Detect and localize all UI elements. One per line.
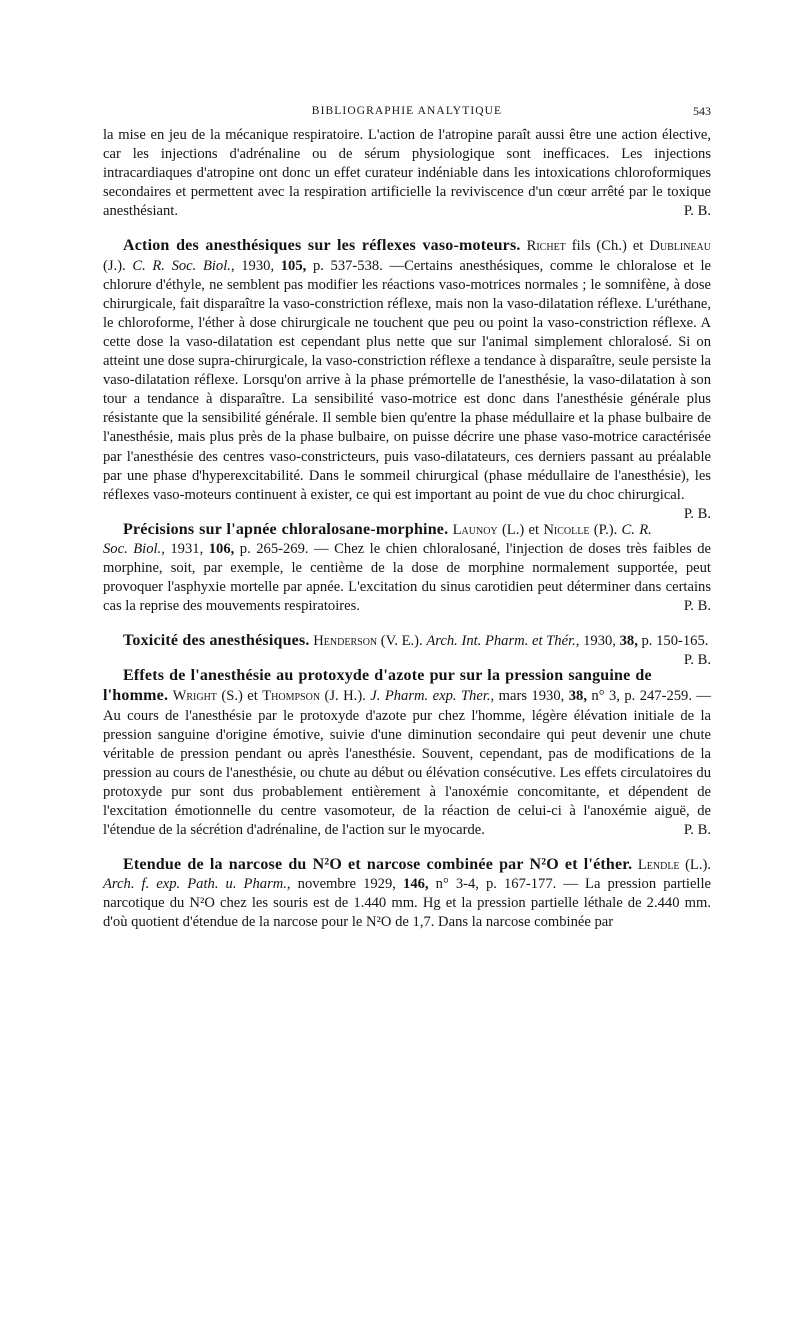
bibliography-entry: Précisions sur l'apnée chloralosane-morphine. Launoy (L.) et Nicolle (P.). C. R. Soc. Biol., 1931, 106, p. 265-269. — Chez le chien chloralosané, l'injection de doses très faibles de morphine, soit, par exemple, le centième de la dose de morphine normalement supportée, peut provoquer l'asphyxie mortelle par apnée. L'excitation du sinus carotidien peut déterminer dans certains cas la reprise des mouvements respiratoires. P. B. [103,520,711,616]
bibliography-entry: Action des anesthésiques sur les réflexes vaso-moteurs. Richet fils (Ch.) et Dublineau (J.). C. R. Soc. Biol., 1930, 105, p. 537-538. —Certains anesthésiques, comme le chloralose et le chlorure d'éthyle, ne semblent pas modifier les réactions vaso-motrices normales ; le somnifène, à dose chirurgicale, fait disparaître la vaso-constriction réflexe, mais non la vaso-dilatation réflexe. L'uréthane, le chloroforme, l'éther à dose chirurgicale ne touchent que peu ou point la vaso-constriction réflexe. A cette dose la vaso-dilatation est cependant plus nette que sur l'animal simplement chloralosé. Si on atteint une dose supra-chirurgicale, la vaso-constriction réflexe a tendance à disparaître, seule persiste la vaso-dilatation réflexe. Lorsqu'on arrive à la phase prémortelle de l'anesthésie, la vaso-dilatation à son tour a tendance à disparaître. La sensibilité vaso-motrice est donc dans l'anesthésie générale plus résistante que la sensibilité générale. Il semble bien qu'entre la phase médullaire et la phase bulbaire de l'anesthésie, mais plus près de la phase bulbaire, on puisse décrire une phase vaso-motrice caractérisée par l'anesthésie des centres vaso-constricteurs, puis vaso-dilatateurs, ces derniers passant au préalable par une phase d'hyperexcitabilité. Dans le sommeil chirurgical (phase médullaire de l'anesthésie), les réflexes vaso-moteurs continuent à exister, ce qui est important au point de vue du choc chirurgical. P. B. [103,236,711,504]
entry-abstract: Au cours de l'anesthésie par le protoxyde d'azote pur chez l'homme, légère élévation initiale de la pression sanguine d'origine émotive, suivie d'une diminution secondaire qui peut devenir une chute véritable de pression pendant ou après l'anesthésie. Souvent, cependant, pas de modifications de la pression au cours de l'anesthésie, ou chute au début ou élévation consécutive. Les effets circulatoires du protoxyde pur sont dus probablement entièrement à l'anoxémie concomitante, et dépendent de l'excitation émotionnelle du centre vasomoteur, de la réaction de celui-ci à l'anoxémie aiguë, de l'étendue de la sécrétion d'adrénaline, de l'action sur le myocarde. [103,707,711,839]
entry-author: Thompson [262,688,321,705]
entry-author-detail: fils (Ch.) et [571,238,644,255]
entry-author-detail: (L.). [685,857,711,874]
running-title: BIBLIOGRAPHIE ANALYTIQUE [311,105,503,117]
entry-author: Wright [172,688,217,705]
entry-author-detail: (P.). [593,521,618,538]
entry-author: Richet [526,238,566,255]
entry-pages: p. 150-165. [641,633,709,650]
entry-journal: J. Pharm. exp. Ther., [370,688,495,705]
entry-abstract: La pression partielle narcotique du N²O chez les souris est de 1.440 mm. Hg et la pression partielle léthale de 2.440 mm. d'où quotient d'étendue de la narcose pour le N²O de 1,7. Dans la narcose combinée par [103,876,712,931]
entry-author-detail: (J. H.). [324,688,366,705]
entry-signature: P. B. [683,822,711,839]
page [103,102,711,933]
entry-year: 1930, [241,257,275,274]
entry-author: Launoy [452,521,498,538]
entry-pages: p. 265-269. — [239,540,329,557]
entry-volume: 38, [568,688,587,705]
entry-abstract: Certains anesthésiques, comme le chloralose et le chlorure d'éthyle, ne semblent pas modifier les réactions vaso-motrices normales ; le somnifène, à dose chirurgicale, fait disparaître la vaso-constriction réflexe, mais non la vaso-dilatation réflexe. L'uréthane, le chloroforme, l'éther à dose chirurgicale ne touchent que peu ou point la vaso-constriction réflexe. A cette dose la vaso-dilatation est cependant plus nette que sur l'animal simplement chloralosé. Si on atteint une dose supra-chirurgicale, la vaso-constriction réflexe a tendance à disparaître, seule persiste la vaso-dilatation réflexe. Lorsqu'on arrive à la phase prémortelle de l'anesthésie, la vaso-dilatation à son tour a tendance à disparaître. La sensibilité vaso-motrice est donc dans l'anesthésie générale plus résistante que la sensibilité générale. Il semble bien qu'entre la phase médullaire et la phase bulbaire de l'anesthésie, mais plus près de la phase bulbaire, on puisse décrire une phase vaso-motrice caractérisée par l'anesthésie des centres vaso-constricteurs, puis vaso-dilatateurs, ces derniers passant au préalable par une phase d'hyperexcitabilité. Dans le sommeil chirurgical (phase médullaire de l'anesthésie), les réflexes vaso-moteurs continuent à exister, ce qui est important au point de vue du choc chirurgical. [103,257,711,503]
page-number: 543 [693,104,711,118]
entry-author-detail: (L.) et [501,521,540,538]
running-header [103,102,711,126]
entry-author: Lendle [637,857,680,874]
entry-title: Etendue de la narcose du N²O et narcose combinée par N²O et l'éther. [123,856,633,874]
intro-paragraph [103,126,711,221]
entry-volume: 38, [619,633,638,650]
entry-author-detail: (S.) et [221,688,258,705]
entry-volume: 105, [280,257,307,274]
entry-title: Effets de l'anesthésie au protoxyde d'azote pur sur la pression sanguine de l'homme. [103,667,652,705]
entry-title: Précisions sur l'apnée chloralosane-morphine. [123,520,449,538]
entry-author-detail: (V. E.). [380,633,423,650]
entry-year: 1931, [170,540,204,557]
entry-abstract: Chez le chien chloralosané, l'injection de doses très faibles de morphine, soit, par exemple, le centième de la dose de morphine normalement supportée, peut provoquer l'asphyxie mortelle par apnée. L'excitation du sinus carotidien peut déterminer dans certains cas la reprise des mouvements respiratoires. [103,540,711,615]
entry-signature: P. B. [683,598,711,615]
bibliography-entry [103,666,711,840]
entry-year: mars 1930, [498,688,565,705]
entry-title: Toxicité des anesthésiques. [123,632,310,650]
entry-pages: n° 3, p. 247-259. — [591,688,712,705]
entry-title: Action des anesthésiques sur les réflexes vaso-moteurs. [123,237,521,255]
entry-journal: Arch. Int. Pharm. et Thér., [426,633,580,650]
entry-year: novembre 1929, [297,876,396,893]
entry-author: Dublineau [649,238,712,255]
entry-author: Nicolle [543,521,590,538]
entry-journal: Arch. f. exp. Path. u. Pharm., [103,876,291,893]
entry-signature: P. B. [683,652,711,669]
intro-signature: P. B. [683,203,711,220]
intro-text: la mise en jeu de la mécanique respiratoire. L'action de l'atropine paraît aussi être une action élective, car les injections d'adrénaline ou de sérum physiologique sont inefficaces. Les injections intracardiaques d'atropine ont donc un effet curateur indéniable dans les intoxications chloroformiques secondaires et permettent avec la respiration artificielle la reviviscence d'un cœur arrêté par le toxique anesthésiant. [103,127,711,220]
bibliography-entry [103,855,711,932]
entry-author-detail: (J.). [103,257,126,274]
entry-author: Henderson [313,633,378,650]
entry-pages: n° 3-4, p. 167-177. — [435,876,578,893]
entry-volume: 146, [403,876,429,893]
entry-year: 1930, [583,633,616,650]
entry-signature: P. B. [683,505,711,522]
entry-volume: 106, [208,540,235,557]
entry-journal: C. R. Soc. Biol. [132,257,231,274]
entry-pages: p. 537-538. — [312,257,405,274]
entry-journal: C. R. Soc. Biol. [103,521,652,557]
bibliography-entry [103,631,711,669]
